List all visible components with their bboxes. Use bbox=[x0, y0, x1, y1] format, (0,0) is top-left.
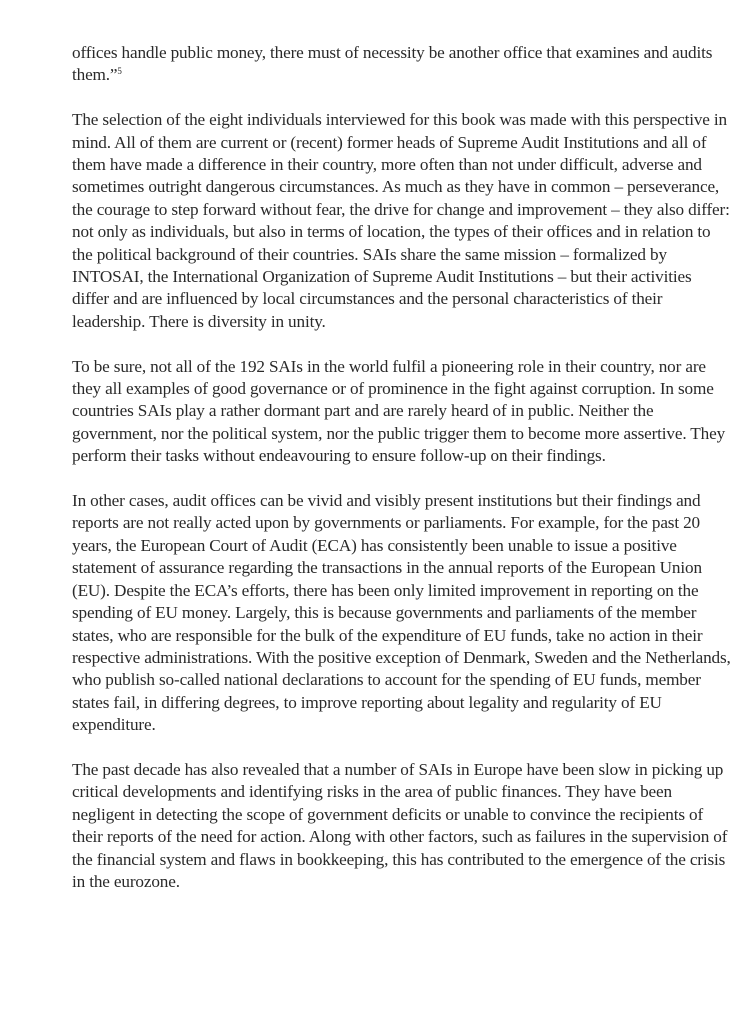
paragraph-other-cases: In other cases, audit offices can be vivid and visibly present institutions but their findings and reports are not really acted upon by governments or parliaments. For example, for the past 20 years, the European Court of Audit (ECA) has consistently been unable to issue a positive statement of assurance regarding the transactions in the annual reports of the European Union (EU). Despite the ECA’s efforts, there has been only limited improvement in reporting on the spending of EU money. Largely, this is because governments and parliaments of the member states, who are responsible for the bulk of the expenditure of EU funds, take no action in their respective administrations. With the positive exception of Denmark, Sweden and the Netherlands, who publish so-called national declarations to account for the spending of EU funds, member states fail, in differing degrees, to improve reporting about legality and regularity of EU expenditure. bbox=[72, 491, 731, 735]
paragraph-past-decade: The past decade has also revealed that a number of SAIs in Europe have been slow in picking up critical developments and identifying risks in the area of public finances. They have been negligent in detecting the scope of government deficits or unable to convince the recipients of their reports of the need for action. Along with other factors, such as failures in the supervision of the financial system and flaws in bookkeeping, this has contributed to the emergence of the crisis in the eurozone. bbox=[72, 759, 728, 891]
footnote-marker[interactable]: 5 bbox=[117, 66, 122, 77]
paragraph-quote-end bbox=[72, 42, 732, 87]
paragraph-not-all-sais: To be sure, not all of the 192 SAIs in the world fulfil a pioneering role in their country, nor are they all examples of good governance or of prominence in the fight against corruption. In some countries SAIs play a rather dormant part and are rarely heard of in public. Neither the government, nor the political system, nor the public trigger them to become more assertive. They perform their tasks without endeavouring to ensure follow-up on their findings. bbox=[72, 356, 726, 466]
document-page bbox=[72, 42, 732, 916]
paragraph-text: offices handle public money, there must of necessity be another office that examines and audits them.” bbox=[72, 43, 713, 85]
paragraph-selection-of-individuals: The selection of the eight individuals interviewed for this book was made with this perspective in mind. All of them are current or (recent) former heads of Supreme Audit Institutions and all of them have made a difference in their country, more often than not under difficult, adverse and sometimes outright dangerous circumstances. As much as they have in common – perseverance, the courage to step forward without fear, the drive for change and improvement – they also differ: not only as individuals, but also in terms of location, the types of their offices and in relation to the political background of their countries. SAIs share the same mission – formalized by INTOSAI, the International Organization of Supreme Audit Institutions – but their activities differ and are influenced by local circumstances and the personal characteristics of their leadership. There is diversity in unity. bbox=[72, 110, 730, 331]
